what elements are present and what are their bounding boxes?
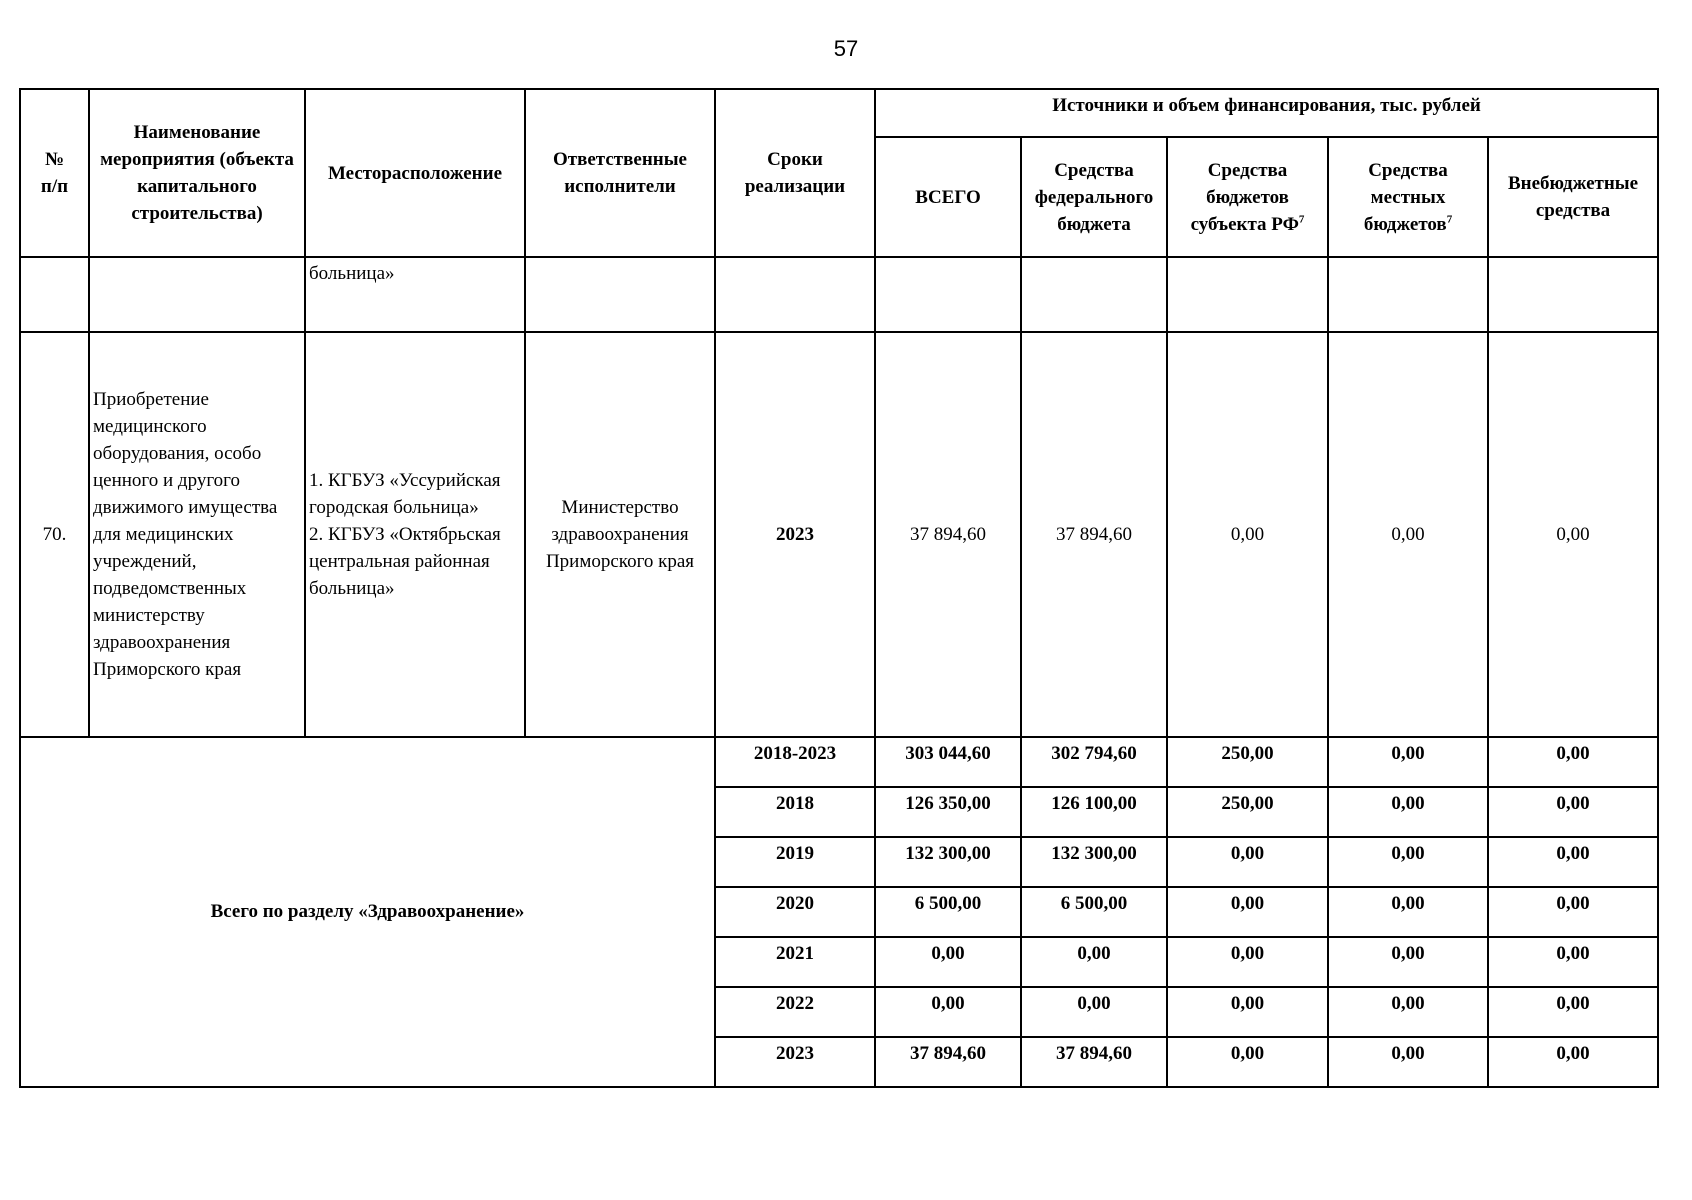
summary-subject: 0,00: [1167, 837, 1328, 887]
summary-period: 2018: [715, 787, 875, 837]
row-local: 0,00: [1328, 332, 1488, 737]
funding-table: [19, 88, 1659, 1088]
summary-extra: 0,00: [1488, 937, 1658, 987]
summary-federal: 0,00: [1021, 987, 1167, 1037]
header-num: № п/п: [20, 89, 89, 257]
header-federal: Средства федерального бюджета: [1021, 137, 1167, 257]
summary-period: 2018-2023: [715, 737, 875, 787]
header-period: Сроки реализации: [715, 89, 875, 257]
summary-total: 303 044,60: [875, 737, 1021, 787]
row-federal: 37 894,60: [1021, 332, 1167, 737]
summary-extra: 0,00: [1488, 787, 1658, 837]
summary-subject: 0,00: [1167, 887, 1328, 937]
summary-local: 0,00: [1328, 837, 1488, 887]
continuation-row: [20, 257, 1658, 332]
summary-extra: 0,00: [1488, 737, 1658, 787]
summary-extra: 0,00: [1488, 1037, 1658, 1087]
summary-period: 2023: [715, 1037, 875, 1087]
summary-local: 0,00: [1328, 1037, 1488, 1087]
summary-local: 0,00: [1328, 937, 1488, 987]
summary-local: 0,00: [1328, 987, 1488, 1037]
summary-federal: 0,00: [1021, 937, 1167, 987]
summary-federal: 126 100,00: [1021, 787, 1167, 837]
row-subject: 0,00: [1167, 332, 1328, 737]
summary-total: 6 500,00: [875, 887, 1021, 937]
summary-period: 2020: [715, 887, 875, 937]
summary-subject: 0,00: [1167, 987, 1328, 1037]
row-total: 37 894,60: [875, 332, 1021, 737]
header-extra: Внебюджетные средства: [1488, 137, 1658, 257]
summary-local: 0,00: [1328, 887, 1488, 937]
header-subject: Средства бюджетов субъекта $РФ^7$: [1167, 137, 1328, 257]
summary-federal: 132 300,00: [1021, 837, 1167, 887]
summary-total: 132 300,00: [875, 837, 1021, 887]
summary-extra: 0,00: [1488, 887, 1658, 937]
header-local: Средства местных бюджетов$^7$: [1328, 137, 1488, 257]
summary-federal: 302 794,60: [1021, 737, 1167, 787]
summary-period: 2022: [715, 987, 875, 1037]
header-funding-group: Источники и объем финансирования, тыс. рублей: [875, 89, 1658, 137]
summary-extra: 0,00: [1488, 837, 1658, 887]
row-extra: 0,00: [1488, 332, 1658, 737]
header-location: Месторасположение: [305, 89, 525, 257]
continuation-location: больница»: [305, 257, 525, 332]
summary-local: 0,00: [1328, 737, 1488, 787]
summary-total: 0,00: [875, 937, 1021, 987]
summary-total: 0,00: [875, 987, 1021, 1037]
header-total: ВСЕГО: [875, 137, 1021, 257]
summary-subject: 250,00: [1167, 737, 1328, 787]
summary-total: 37 894,60: [875, 1037, 1021, 1087]
summary-subject: 0,00: [1167, 937, 1328, 987]
summary-subject: 0,00: [1167, 1037, 1328, 1087]
summary-extra: 0,00: [1488, 987, 1658, 1037]
summary-period: 2021: [715, 937, 875, 987]
summary-federal: 6 500,00: [1021, 887, 1167, 937]
summary-label: Всего по разделу «Здравоохранение»: [20, 737, 715, 1087]
page-number: 57: [833, 36, 859, 61]
row-num: 70.: [20, 332, 89, 737]
summary-period: 2019: [715, 837, 875, 887]
header-responsible: Ответственные исполнители: [525, 89, 715, 257]
summary-total: 126 350,00: [875, 787, 1021, 837]
row-location: 1. КГБУЗ «Уссурийская городская больница» 2. КГБУЗ «Октябрьская центральная районная больница»: [305, 332, 525, 737]
summary-local: 0,00: [1328, 787, 1488, 837]
row-period: 2023: [715, 332, 875, 737]
row-name: Приобретение медицинского оборудования, особо ценного и другого движимого имущества для медицинских учреждений, подведомственных министерству здравоохранения Приморского края: [89, 332, 305, 737]
summary-subject: 250,00: [1167, 787, 1328, 837]
table-row: [20, 332, 1658, 737]
summary-federal: 37 894,60: [1021, 1037, 1167, 1087]
row-responsible: Министерство здравоохранения Приморского края: [525, 332, 715, 737]
header-name: Наименование мероприятия (объекта капитального строительства): [89, 89, 305, 257]
summary-row: [20, 737, 1658, 787]
